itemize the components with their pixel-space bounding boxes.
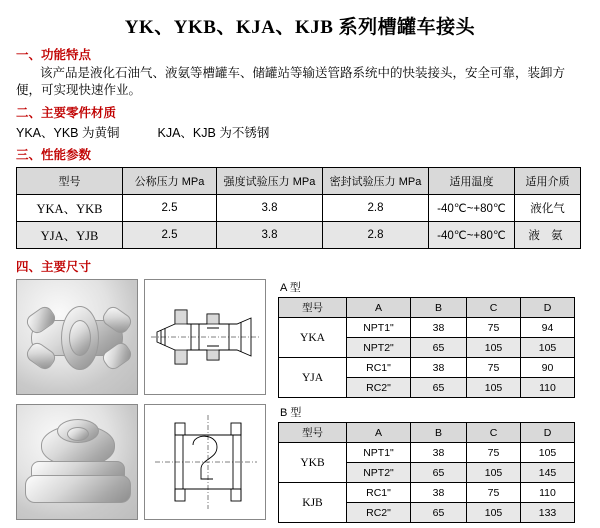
col-header-temperature: 适用温度	[429, 168, 515, 195]
cell-model: YJA、YJB	[17, 222, 123, 249]
col-header-b: B	[411, 298, 467, 318]
product-photo-b	[16, 404, 138, 520]
cell-temperature: -40℃~+80℃	[429, 195, 515, 222]
table-row	[279, 358, 575, 378]
table-header-row	[279, 298, 575, 318]
performance-table	[16, 167, 581, 249]
cell-c: 105	[467, 378, 521, 398]
dimension-block-b	[16, 404, 584, 523]
cell-nominal-pressure: 2.5	[123, 222, 217, 249]
col-header-c: C	[467, 298, 521, 318]
cell-b: 38	[411, 483, 467, 503]
table-row	[279, 483, 575, 503]
cell-model: KJB	[279, 483, 347, 523]
table-row	[279, 318, 575, 338]
cell-b: 65	[411, 463, 467, 483]
cell-d: 133	[521, 503, 575, 523]
cell-strength-test-pressure: 3.8	[217, 222, 323, 249]
cell-model: YKA、YKB	[17, 195, 123, 222]
technical-drawing-a	[144, 279, 266, 395]
col-header-model: 型号	[279, 423, 347, 443]
col-header-seal-test-pressure: 密封试验压力 MPa	[323, 168, 429, 195]
table-label-a: A 型	[280, 282, 301, 294]
col-header-strength-test-pressure: 强度试验压力 MPa	[217, 168, 323, 195]
cell-b: 65	[411, 338, 467, 358]
col-header-a: A	[347, 423, 411, 443]
dimension-table-b	[278, 422, 575, 523]
cell-a: RC1"	[347, 358, 411, 378]
cell-medium: 液 氨	[515, 222, 581, 249]
table-header-row	[279, 423, 575, 443]
col-header-nominal-pressure: 公称压力 MPa	[123, 168, 217, 195]
section-heading-material: 二、主要零件材质	[16, 106, 117, 120]
page-title: YK、YKB、KJA、KJB 系列槽罐车接头	[124, 17, 476, 38]
cell-c: 105	[467, 338, 521, 358]
table-row	[17, 195, 581, 222]
cell-b: 38	[411, 358, 467, 378]
cell-a: RC1"	[347, 483, 411, 503]
cell-seal-test-pressure: 2.8	[323, 222, 429, 249]
col-header-c: C	[467, 423, 521, 443]
cell-nominal-pressure: 2.5	[123, 195, 217, 222]
cell-d: 145	[521, 463, 575, 483]
cell-d: 110	[521, 483, 575, 503]
cell-medium: 液化气	[515, 195, 581, 222]
cell-a: NPT2"	[347, 338, 411, 358]
cell-c: 75	[467, 443, 521, 463]
dimensions-grid	[16, 279, 584, 523]
section-heading-performance: 三、性能参数	[16, 148, 92, 162]
cell-b: 65	[411, 378, 467, 398]
features-paragraph: 该产品是液化石油气、液氨等槽罐车、储罐站等输送管路系统中的快装接头，安全可靠，装卸方便，可实现快速作业。	[16, 66, 566, 97]
dimension-table-a-wrap	[278, 279, 584, 398]
document-page	[0, 12, 600, 528]
col-header-model: 型号	[17, 168, 123, 195]
col-header-a: A	[347, 298, 411, 318]
dimension-table-b-wrap	[278, 404, 584, 523]
cell-c: 75	[467, 483, 521, 503]
cell-temperature: -40℃~+80℃	[429, 222, 515, 249]
cell-model: YJA	[279, 358, 347, 398]
cell-d: 110	[521, 378, 575, 398]
cell-a: NPT1"	[347, 443, 411, 463]
cell-c: 105	[467, 503, 521, 523]
cell-b: 65	[411, 503, 467, 523]
cell-b: 38	[411, 443, 467, 463]
col-header-d: D	[521, 423, 575, 443]
cell-model: YKB	[279, 443, 347, 483]
dimension-block-a	[16, 279, 584, 398]
dimension-table-a	[278, 297, 575, 398]
col-header-model: 型号	[279, 298, 347, 318]
section-heading-features: 一、功能特点	[16, 48, 92, 62]
cell-a: NPT1"	[347, 318, 411, 338]
cell-a: NPT2"	[347, 463, 411, 483]
cell-c: 75	[467, 318, 521, 338]
cell-d: 90	[521, 358, 575, 378]
cell-a: RC2"	[347, 503, 411, 523]
col-header-d: D	[521, 298, 575, 318]
table-header-row	[17, 168, 581, 195]
table-row	[279, 443, 575, 463]
cell-d: 105	[521, 338, 575, 358]
cell-model: YKA	[279, 318, 347, 358]
product-photo-a	[16, 279, 138, 395]
col-header-b: B	[411, 423, 467, 443]
cell-c: 105	[467, 463, 521, 483]
technical-drawing-b	[144, 404, 266, 520]
col-header-medium: 适用介质	[515, 168, 581, 195]
cell-b: 38	[411, 318, 467, 338]
table-label-b: B 型	[280, 407, 302, 419]
cell-d: 105	[521, 443, 575, 463]
cell-c: 75	[467, 358, 521, 378]
material-line	[16, 123, 600, 141]
material-left: YKA、YKB 为黄铜	[16, 126, 120, 140]
cell-strength-test-pressure: 3.8	[217, 195, 323, 222]
cell-d: 94	[521, 318, 575, 338]
cell-seal-test-pressure: 2.8	[323, 195, 429, 222]
table-row	[17, 222, 581, 249]
cell-a: RC2"	[347, 378, 411, 398]
material-right: KJA、KJB 为不锈钢	[157, 126, 270, 140]
section-heading-dimensions: 四、主要尺寸	[16, 260, 92, 274]
